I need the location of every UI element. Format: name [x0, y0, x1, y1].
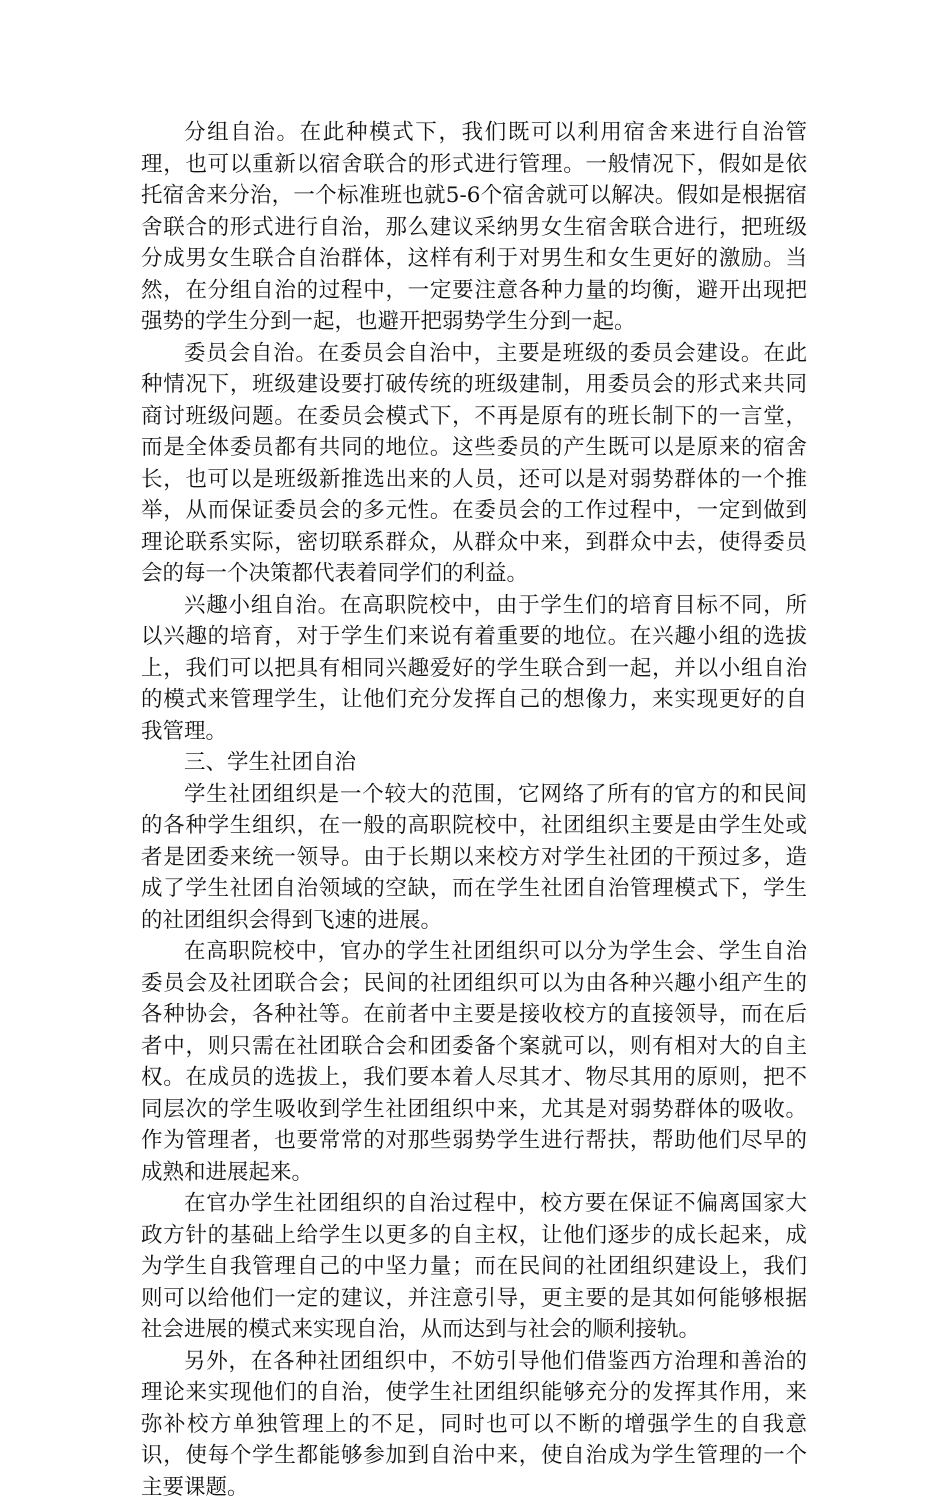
paragraph-committee-autonomy: 委员会自治。在委员会自治中，主要是班级的委员会建设。在此种情况下，班级建设要打破传统的班级建制，用委员会的形式来共同商讨班级问题。在委员会模式下，不再是原有的班长制下的一言堂，而是全体委员都有共同的地位。这些委员的产生既可以是原来的宿舍长，也可以是班级新推选出来的人员，还可以是对弱势群体的一个推举，从而保证委员会的多元性。在委员会的工作过程中，一定到做到理论联系实际，密切联系群众，从群众中来，到群众中去，使得委员会的每一个决策都代表着同学们的利益。: [141, 338, 807, 590]
paragraph-official-and-private-clubs: 在高职院校中，官办的学生社团组织可以分为学生会、学生自治委员会及社团联合会；民间的社团组织可以为由各种兴趣小组产生的各种协会，各种社等。在前者中主要是接收校方的直接领导，而在后者中，则只需在社团联合会和团委备个案就可以，则有相对大的自主权。在成员的选拔上，我们要本着人尽其才、物尽其用的原则，把不同层次的学生吸收到学生社团组织中来，尤其是对弱势群体的吸收。作为管理者，也要常常的对那些弱势学生进行帮扶，帮助他们尽早的成熟和进展起来。: [141, 936, 807, 1188]
section-heading: 三、学生社团自治: [141, 747, 807, 779]
document-body: [141, 117, 807, 1503]
paragraph-club-scope: 学生社团组织是一个较大的范围，它网络了所有的官方的和民间的各种学生组织，在一般的高职院校中，社团组织主要是由学生处或者是团委来统一领导。由于长期以来校方对学生社团的干预过多，造成了学生社团自治领域的空缺，而在学生社团自治管理模式下，学生的社团组织会得到飞速的进展。: [141, 779, 807, 937]
paragraph-western-governance: 另外，在各种社团组织中，不妨引导他们借鉴西方治理和善治的理论来实现他们的自治，使学生社团组织能够充分的发挥其作用，来弥补校方单独管理上的不足，同时也可以不断的增强学生的自我意识，使每个学生都能够参加到自治中来，使自治成为学生管理的一个主要课题。: [141, 1346, 807, 1503]
paragraph-official-club-autonomy: 在官办学生社团组织的自治过程中，校方要在保证不偏离国家大政方针的基础上给学生以更多的自主权，让他们逐步的成长起来，成为学生自我管理自己的中坚力量；而在民间的社团组织建设上，我们则可以给他们一定的建议，并注意引导，更主要的是其如何能够根据社会进展的模式来实现自治，从而达到与社会的顺利接轨。: [141, 1188, 807, 1346]
paragraph-group-autonomy: 分组自治。在此种模式下，我们既可以利用宿舍来进行自治管理，也可以重新以宿舍联合的形式进行管理。一般情况下，假如是依托宿舍来分治，一个标准班也就5-6个宿舍就可以解决。假如是根据宿舍联合的形式进行自治，那么建议采纳男女生宿舍联合进行，把班级分成男女生联合自治群体，这样有利于对男生和女生更好的激励。当然，在分组自治的过程中，一定要注意各种力量的均衡，避开出现把强势的学生分到一起，也避开把弱势学生分到一起。: [141, 117, 807, 338]
paragraph-interest-group-autonomy: 兴趣小组自治。在高职院校中，由于学生们的培育目标不同，所以兴趣的培育，对于学生们来说有着重要的地位。在兴趣小组的选拔上，我们可以把具有相同兴趣爱好的学生联合到一起，并以小组自治的模式来管理学生，让他们充分发挥自己的想像力，来实现更好的自我管理。: [141, 590, 807, 748]
